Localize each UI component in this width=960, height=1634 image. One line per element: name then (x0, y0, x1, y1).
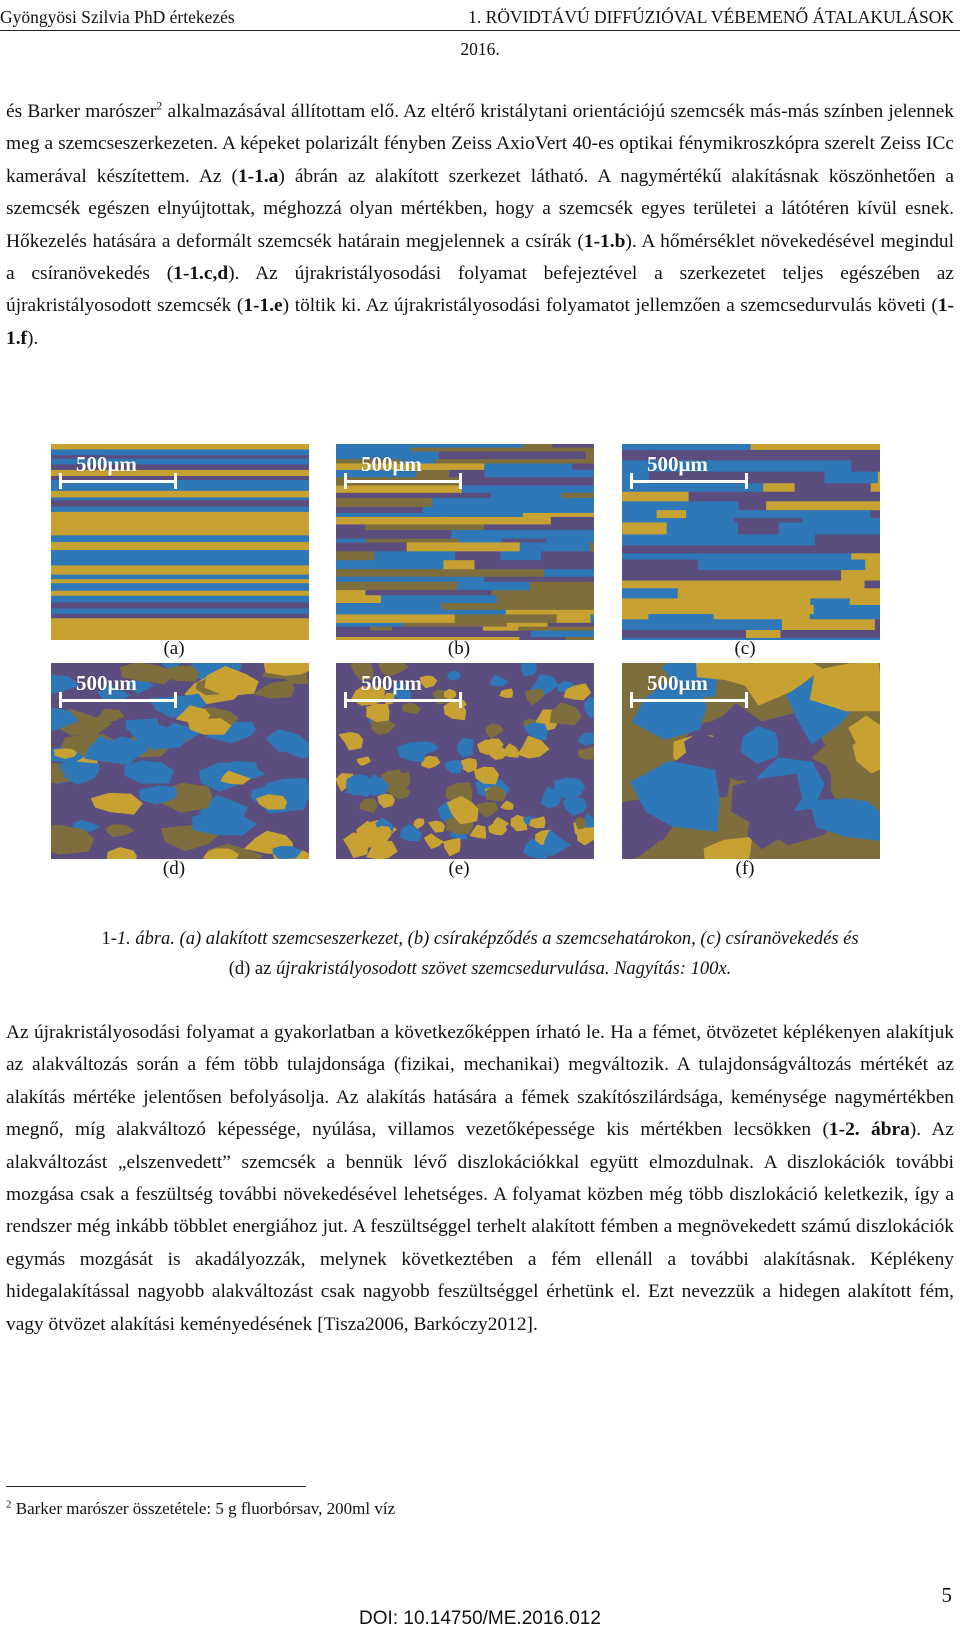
caption-text: 1. ábra. (a) alakított szemcseszerkezet, (b) csíraképződés a szemcsehatárokon, (c) csíranövekedés és (116, 929, 859, 949)
figure-ref[interactable]: 1-1.e (243, 295, 283, 317)
scale-bar (344, 699, 462, 702)
micrograph-c (622, 444, 880, 640)
text-run: ) ábrán az alakított szerkezet látható. A nagymértékű alakításnak köszönhetően a szemcsék egészen elnyújtottak, méghozzá olyan mértékben, hogy a szemcsék egyes területei a látótéren kívül esnek. Hőkezelés hatására a deformált szemcsék határain megjelennek a csírák ( (6, 165, 955, 252)
scale-bar-tick (344, 473, 347, 489)
header-year: 2016. (460, 39, 500, 59)
scale-bar (59, 699, 177, 702)
scale-bar-tick (630, 473, 633, 489)
scale-bar-label: 500μm (361, 671, 422, 695)
figure-ref[interactable]: 1-1.c,d (173, 263, 229, 285)
figure-caption (6, 924, 954, 984)
scale-bar (630, 480, 748, 483)
text-run: és Barker marószer (6, 101, 157, 122)
micrograph-d (51, 663, 309, 859)
scale-bar (344, 480, 462, 483)
scale-bar-tick (59, 473, 62, 489)
header-author: Gyöngyösi Szilvia PhD értekezés (0, 7, 235, 27)
scale-bar-tick (344, 692, 347, 708)
scale-bar-label: 500μm (647, 452, 708, 476)
figure-ref[interactable]: 1-1.f (6, 295, 954, 349)
scale-bar-tick (459, 473, 462, 489)
text-run: ). (27, 327, 39, 349)
caption-number: 1- (101, 929, 117, 949)
header-chapter: 1. RÖVIDTÁVÚ DIFFÚZIÓVAL VÉBEMENŐ ÁTALAKULÁSOK (468, 7, 954, 27)
caption-text: (d) az (228, 959, 276, 979)
scale-bar-tick (745, 473, 748, 489)
caption-text: újrakristályosodott szövet szemcsedurvulása. Nagyítás: 100x. (275, 959, 732, 979)
footnote-rule (6, 1486, 306, 1487)
footnote-mark: 2 (6, 1498, 12, 1511)
footnote-ref[interactable]: 2 (156, 98, 163, 113)
text-run: ). A hőmérséklet növekedésével megindul a csíranövekedés ( (6, 230, 954, 285)
figure-label-b: (b) (447, 638, 471, 659)
scale-bar-label: 500μm (647, 671, 708, 695)
body-paragraph (6, 1017, 954, 1341)
figure-label-d: (d) (162, 858, 186, 879)
micrograph-e (336, 663, 594, 859)
scale-bar-tick (745, 692, 748, 708)
figure-ref[interactable]: 1-1.a (237, 165, 279, 187)
scale-bar-label: 500μm (76, 671, 137, 695)
scale-bar-tick (174, 473, 177, 489)
scale-bar (630, 699, 748, 702)
page-number: 5 (941, 1583, 952, 1607)
scale-bar-label: 500μm (76, 452, 137, 476)
micrograph-a (51, 444, 309, 640)
text-run: ). Az alakváltozást „elszenvedett” szemcsék a bennük lévő diszlokációkkal együtt elmozdulnak. A diszlokációk további mozgása csak a feszültség további növekedésével lehetséges. A folyamat közben még több diszlokáció keletkezik, így a rendszer még inkább többlet energiához jut. A feszültséggel terhelt alakított fémben a megnövekedett számú diszlokációk egymás mozgását is akadályozzák, melynek következtében a fém ellenáll a további alakításnak. Képlékeny hidegalakítással nagyobb alakváltozást csak nagyobb feszültséggel érhetünk el. Ezt nevezzük a hidegen alakított fém, vagy ötvözet alakítási keményedésének [Tisza2006, Barkóczy2012]. (6, 1119, 955, 1335)
figure-ref[interactable]: 1-2. ábra (828, 1119, 910, 1141)
scale-bar-tick (459, 692, 462, 708)
scale-bar-label: 500μm (361, 452, 422, 476)
scale-bar-tick (174, 692, 177, 708)
header-rule (0, 30, 960, 31)
text-run: alkalmazásával állítottam elő. Az eltérő kristálytani orientációjú szemcsék más-más színben jelennek meg a szemcseszerkezeten. A képeket polarizált fényben Zeiss AxioVert 40-es optikai fénymikroszkópra szerelt Zeiss ICc kamerával készítettem. Az ( (6, 101, 954, 187)
figure-label-f: (f) (735, 858, 755, 879)
scale-bar-tick (630, 692, 633, 708)
doi-link[interactable]: DOI: 10.14750/ME.2016.012 (359, 1608, 601, 1629)
figure-ref[interactable]: 1-1.b (583, 230, 626, 252)
micrograph-b (336, 444, 594, 640)
text-run: ). Az újrakristályosodási folyamat befejeztével a szerkezetet teljes egészében az újrakristályosodott szemcsék ( (6, 263, 954, 317)
figure-label-c: (c) (734, 638, 756, 659)
figure-label-e: (e) (448, 858, 470, 879)
intro-paragraph (6, 96, 954, 355)
micrograph-f (622, 663, 880, 859)
footnote-text: Barker marószer összetétele: 5 g fluorbórsav, 200ml víz (11, 1499, 396, 1518)
scale-bar (59, 480, 177, 483)
scale-bar-tick (59, 692, 62, 708)
text-run: ) töltik ki. Az újrakristályosodási folyamatot jellemzően a szemcsedurvulás követi ( (282, 295, 938, 317)
text-run: Az újrakristályosodási folyamat a gyakorlatban a következőképpen írható le. Ha a fémet, ötvözetet képlékenyen alakítjuk az alakváltozás során a fém több tulajdonsága (fizikai, mechanikai) megváltozik. A tulajdonságváltozás mértékét az alakítás mértéke jelentősen befolyásolja. Az alakítás hatására a fémek szakítószilárdsága, keménysége nagymértékben megnő, míg alakváltozó képessége, nyúlása, villamos vezetőképessége kis mértékben lecsökken ( (6, 1022, 954, 1141)
footnote (6, 1498, 395, 1520)
figure-label-a: (a) (163, 638, 185, 659)
